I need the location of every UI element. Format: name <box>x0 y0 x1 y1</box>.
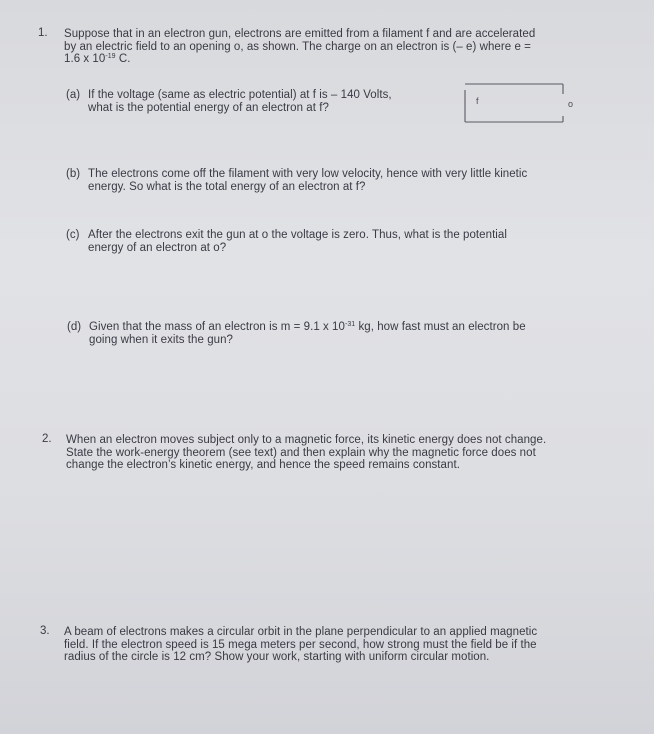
question-2-line-2: State the work-energy theorem (see text) and then explain why the magnetic force does not <box>66 446 536 459</box>
question-3-line-2: field. If the electron speed is 15 mega meters per second, how strong must the field be if the <box>64 638 537 651</box>
question-1-intro <box>64 28 535 66</box>
question-2-line-3: change the electron’s kinetic energy, and hence the speed remains constant. <box>66 459 460 471</box>
question-2-line-1: When an electron moves subject only to a magnetic force, its kinetic energy does not change. <box>66 434 547 446</box>
electron-charge-unit: C. <box>115 53 131 65</box>
electron-gun-diagram <box>464 82 586 128</box>
part-a-line-2: what is the potential energy of an electron at f? <box>88 101 329 114</box>
part-b-line-2: energy. So what is the total energy of an electron at f? <box>88 180 366 193</box>
question-2-text <box>66 434 546 472</box>
filament-label: f <box>476 96 479 106</box>
part-b-line-1: The electrons come off the filament with very low velocity, hence with very little kinetic <box>88 168 528 180</box>
part-b-text <box>88 168 527 193</box>
part-d-line-2: going when it exits the gun? <box>89 333 233 346</box>
opening-label: o <box>568 99 574 109</box>
part-d-line-1 <box>89 321 526 334</box>
electron-charge-exponent: -19 <box>105 53 116 60</box>
electron-mass-exponent: -31 <box>344 321 356 328</box>
part-d-line-1-post: kg, how fast must an electron be <box>355 321 526 333</box>
question-3-line-1: A beam of electrons makes a circular orbit in the plane perpendicular to an applied magnetic <box>64 626 538 638</box>
question-1-intro-line-3 <box>64 53 535 66</box>
part-d-label: (d) <box>67 321 82 333</box>
question-1-number: 1. <box>38 27 48 39</box>
question-1-intro-line-1: Suppose that in an electron gun, electrons are emitted from a filament f and are accelerated <box>64 28 536 40</box>
part-d-text <box>89 321 526 346</box>
part-a-line-1: If the voltage (same as electric potential) at f is – 140 Volts, <box>88 89 392 101</box>
part-a-text <box>88 89 392 114</box>
question-3-text <box>64 626 537 664</box>
electron-charge-mantissa: 1.6 x 10 <box>64 53 106 65</box>
part-d-line-1-pre: Given that the mass of an electron is m = 9.1 x 10 <box>89 321 345 333</box>
part-a-label: (a) <box>66 89 81 101</box>
question-3-number: 3. <box>40 625 50 637</box>
part-c-line-2: energy of an electron at o? <box>88 241 227 254</box>
part-b-label: (b) <box>66 168 81 180</box>
part-c-label: (c) <box>66 229 80 241</box>
part-c-text <box>88 229 507 254</box>
question-2-number: 2. <box>42 433 52 445</box>
part-c-line-1: After the electrons exit the gun at o the voltage is zero. Thus, what is the potential <box>88 229 507 241</box>
question-1-intro-line-2: by an electric field to an opening o, as shown. The charge on an electron is (– e) where e = <box>64 40 531 53</box>
electron-gun-box <box>465 84 563 122</box>
question-3-line-3: radius of the circle is 12 cm? Show your work, starting with uniform circular motion. <box>64 651 490 663</box>
